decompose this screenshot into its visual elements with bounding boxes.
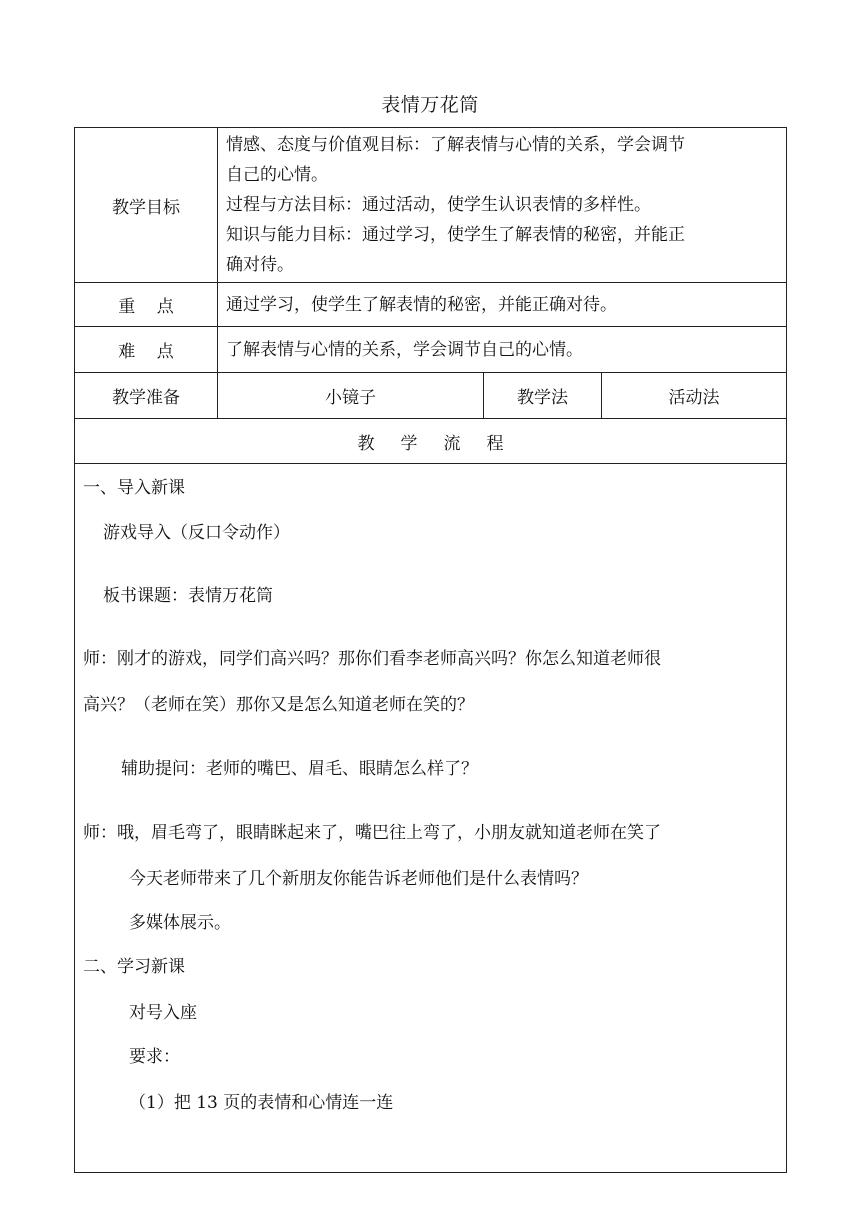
flow-line: 多媒体展示。 — [129, 913, 231, 933]
key-point-row — [75, 283, 787, 327]
flow-line: 要求： — [129, 1047, 180, 1067]
objectives-line: 确对待。 — [226, 255, 294, 275]
flow-header-text: 教学流程 — [357, 433, 530, 454]
flow-body-row — [75, 464, 787, 1173]
objectives-line: 情感、态度与价值观目标：了解表情与心情的关系，学会调节 — [226, 135, 685, 155]
preparation-row — [75, 373, 787, 419]
objectives-line: 自己的心情。 — [226, 165, 328, 185]
objectives-content — [218, 128, 787, 283]
flow-line: 对号入座 — [129, 1003, 197, 1023]
key-point-label: 重 点 — [75, 283, 218, 327]
objectives-line: 知识与能力目标：通过学习，使学生了解表情的秘密，并能正 — [226, 225, 685, 245]
lesson-plan-table — [74, 127, 787, 1173]
flow-line: 今天老师带来了几个新朋友你能告诉老师他们是什么表情吗？ — [129, 869, 588, 889]
flow-line: 辅助提问：老师的嘴巴、眉毛、眼睛怎么样了？ — [121, 759, 478, 779]
page-title: 表情万花筒 — [381, 94, 479, 116]
difficulty-label: 难 点 — [75, 327, 218, 373]
flow-header-row — [75, 419, 787, 464]
flow-line: 二、学习新课 — [83, 957, 185, 977]
flow-header — [75, 419, 787, 464]
difficulty-content: 了解表情与心情的关系，学会调节自己的心情。 — [218, 327, 787, 373]
flow-line: 师：哦，眉毛弯了，眼睛眯起来了，嘴巴往上弯了，小朋友就知道老师在笑了 — [83, 823, 661, 843]
flow-line: 高兴？（老师在笑）那你又是怎么知道老师在笑的？ — [83, 695, 474, 715]
objectives-row — [75, 128, 787, 283]
preparation-value: 小镜子 — [218, 373, 484, 419]
objectives-label: 教学目标 — [75, 128, 218, 283]
flow-line: 师：刚才的游戏，同学们高兴吗？那你们看李老师高兴吗？你怎么知道老师很 — [83, 649, 661, 669]
difficulty-row — [75, 327, 787, 373]
method-label: 教学法 — [484, 373, 602, 419]
key-point-content: 通过学习，使学生了解表情的秘密，并能正确对待。 — [218, 283, 787, 327]
flow-line: （1）把 13 页的表情和心情连一连 — [129, 1093, 394, 1113]
method-value: 活动法 — [602, 373, 787, 419]
flow-line: 一、导入新课 — [83, 478, 185, 498]
flow-line: 板书课题：表情万花筒 — [103, 586, 273, 606]
objectives-line: 过程与方法目标：通过活动，使学生认识表情的多样性。 — [226, 195, 651, 215]
flow-line: 游戏导入（反口令动作） — [103, 523, 290, 543]
preparation-label: 教学准备 — [75, 373, 218, 419]
flow-body — [75, 464, 787, 1173]
